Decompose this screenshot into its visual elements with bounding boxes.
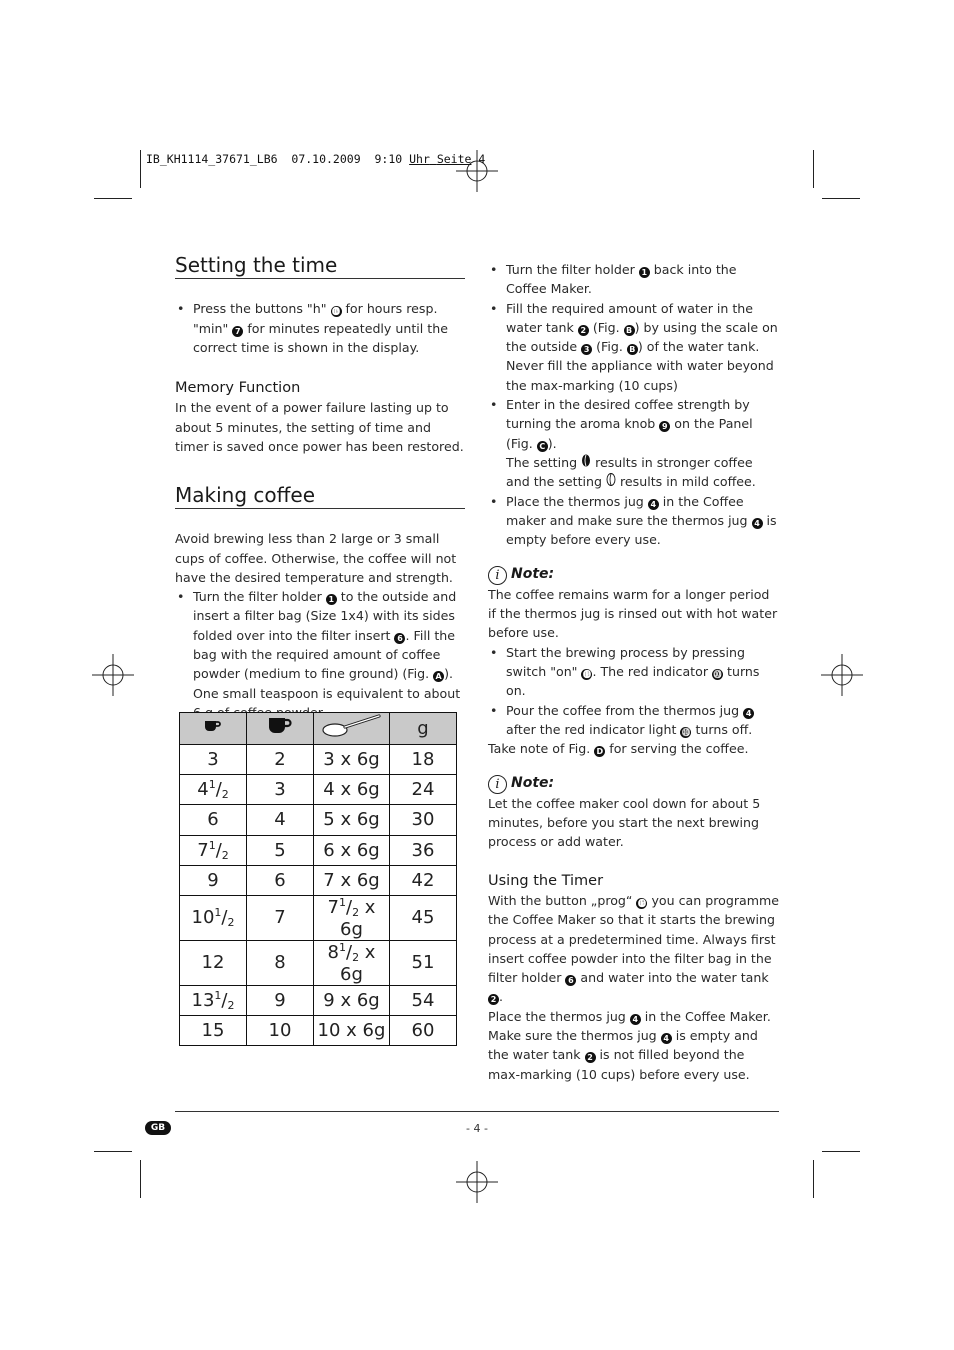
language-badge: GB <box>145 1121 171 1135</box>
section-title: Making coffee <box>175 486 465 509</box>
paragraph: In the event of a power failure lasting up to about 5 minutes, the setting of time and timer is saved once power has been restored. <box>175 400 464 455</box>
paragraph: With the button „prog“ ⓯ you can programme the Coffee Maker so that it starts the brewing process at a predetermined time. Always first insert coffee powder into the filter bag in the filter holder 6 and water into the water tank 2 . <box>488 892 780 1005</box>
paragraph: Make sure the thermos jug 4 is empty and the water tank 2 is not filled beyond the max-marking (10 cups) before every use. <box>488 1027 758 1082</box>
bullet-list <box>488 260 780 549</box>
bullet-list <box>175 299 465 357</box>
table-row: 6 4 5 x 6g 30 <box>180 805 457 835</box>
table-row: $10^1/_2$ 7 $7^1/_2$ x 6g 45 <box>180 895 457 940</box>
paragraph: The coffee remains warm for a longer period if the thermos jug is rinsed out with hot water before use. <box>488 586 778 641</box>
spoon-icon <box>314 713 390 745</box>
paragraph: Avoid brewing less than 2 large or 3 small cups of coffee. Otherwise, the coffee will not have the desired temperature and strength. <box>175 531 457 585</box>
subsection-title: Memory Function <box>175 380 301 397</box>
crop-mark <box>813 150 814 188</box>
registration-mark <box>456 1161 498 1203</box>
section-title: Setting the time <box>175 256 465 279</box>
table-row: $13^1/_2$ 9 9 x 6g 54 <box>180 985 457 1015</box>
paragraph: Place the thermos jug 4 in the Coffee Maker. <box>488 1008 771 1024</box>
crop-mark <box>140 150 141 188</box>
subsection-title: Using the Timer <box>488 872 604 889</box>
info-icon: i <box>488 775 507 794</box>
note-heading: i Note: <box>488 774 780 793</box>
list-item: • Turn the filter holder 1 to the outside and insert a filter bag (Size 1x4) with its sides folded over into the filter insert 6 . Fill the bag with the required amount of coffee powder (medium to fine ground) (Fig. A ). One small teaspoon is equivalent to about <box>175 587 465 722</box>
registration-mark <box>92 654 134 696</box>
table-row: 12 8 $8^1/_2$ x 6g 51 <box>180 940 457 985</box>
paragraph: Let the coffee maker cool down for about 5 minutes, before you start the next brewing process or add water. <box>488 795 761 850</box>
large-cup-icon <box>247 713 314 745</box>
dosage-table <box>179 712 457 1046</box>
list-item: • Place the thermos jug 4 in the Coffee maker and make sure the thermos jug 4 is empty before every use. <box>488 492 780 550</box>
paragraph: Take note of Fig. D for serving the coffee. <box>488 741 749 757</box>
list-item: • Start the brewing process by pressing switch "on" ⓭ . The red indicator ⓾ turns on. <box>488 643 780 701</box>
making-coffee-section <box>175 483 465 722</box>
table-row: 9 6 7 x 6g 42 <box>180 865 457 895</box>
crop-mark <box>140 1160 141 1198</box>
list-item: • Enter in the desired coffee strength by turning the aroma knob 9 on the Panel (Fig. C ). The setting results in stronger coffee and the setting results in mild coffee. <box>488 395 780 491</box>
table-header <box>180 713 457 745</box>
grams-header: g <box>390 713 457 745</box>
setting-time-section <box>175 253 465 456</box>
right-column <box>488 260 780 1084</box>
table-row: 3 2 3 x 6g 18 <box>180 745 457 775</box>
list-item: • Press the buttons "h" ⓰ for hours resp. "min" 7 for minutes repeatedly until the correct time is shown in the display. <box>175 299 465 357</box>
table-row: 15 10 10 x 6g 60 <box>180 1016 457 1046</box>
list-item: • Turn the filter holder 1 back into the Coffee Maker. <box>488 260 780 299</box>
note-heading: i Note: <box>488 565 780 584</box>
strong-bean-icon <box>581 454 591 467</box>
table-row: $4^1/_2$ 3 4 x 6g 24 <box>180 775 457 805</box>
info-icon: i <box>488 566 507 585</box>
page-number: - 4 - <box>466 1122 488 1135</box>
footer-rule <box>175 1111 779 1112</box>
list-item: • Fill the required amount of water in the water tank 2 (Fig. B ) by using the scale on the outside 3 (Fig. B ) of the water tank. Never fill the appliance with water beyond the max-marking (10 cups) <box>488 299 780 395</box>
bullet-list <box>488 643 780 739</box>
crop-mark <box>94 198 132 199</box>
crop-mark <box>822 1151 860 1152</box>
bullet-list <box>175 587 465 722</box>
crop-mark <box>822 198 860 199</box>
list-item: • Pour the coffee from the thermos jug 4 after the red indicator light ⓾ turns off. <box>488 701 780 740</box>
small-cup-icon <box>180 713 247 745</box>
registration-mark <box>821 654 863 696</box>
print-slug: IB_KH1114_37671_LB6 07.10.2009 9:10 Uhr Seite 4 <box>146 152 486 166</box>
mild-bean-icon <box>606 473 616 486</box>
crop-mark <box>813 1160 814 1198</box>
table-row: $7^1/_2$ 5 6 x 6g 36 <box>180 835 457 865</box>
crop-mark <box>94 1151 132 1152</box>
